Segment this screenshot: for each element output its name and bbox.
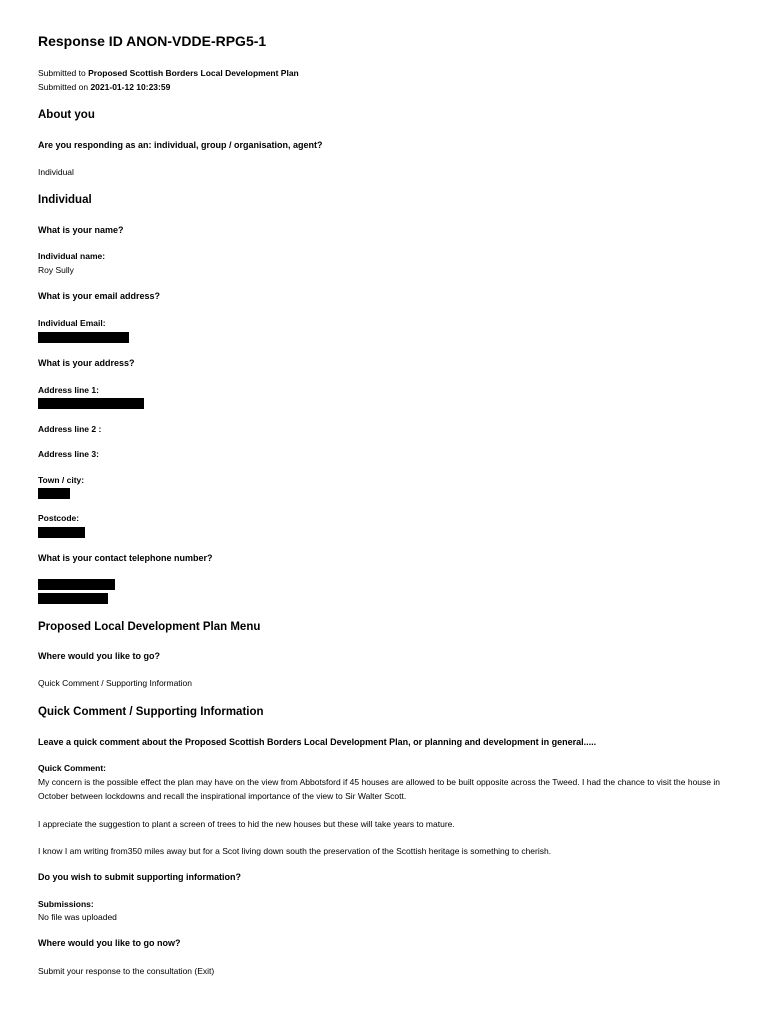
answer-where-to-go: Quick Comment / Supporting Information: [38, 678, 193, 688]
redacted-telephone-2: [38, 593, 108, 604]
comment-paragraph-2: I appreciate the suggestion to plant a screen of trees to hid the new houses but these will take years to mature.: [38, 819, 455, 829]
comment-paragraph-1: My concern is the possible effect the plan may have on the view from Abbotsford if 45 houses are allowed to be built opposite across the Tweed. I had the chance to visit the house in October between lockdowns and recall the inspirational importance of the view to Sir Walter Scott.: [38, 777, 720, 801]
answer-respondent-type: Individual: [38, 167, 74, 177]
question-telephone: What is your contact telephone number?: [38, 553, 213, 563]
submitted-to-line: [38, 68, 299, 78]
question-email: What is your email address?: [38, 291, 161, 301]
label-address-line-1: Address line 1:: [38, 385, 99, 395]
section-heading-individual: Individual: [38, 194, 92, 206]
section-heading-plan-menu: Proposed Local Development Plan Menu: [38, 621, 261, 633]
submitted-to-value: Proposed Scottish Borders Local Development Plan: [88, 68, 299, 78]
label-town-city: Town / city:: [38, 475, 85, 485]
redacted-town-city: [38, 488, 70, 499]
submitted-on-value: 2021-01-12 10:23:59: [90, 82, 171, 92]
label-address-line-2: Address line 2 :: [38, 424, 102, 434]
value-individual-name: Roy Sully: [38, 265, 74, 275]
question-supporting-information: Do you wish to submit supporting information?: [38, 872, 241, 882]
question-quick-comment: Leave a quick comment about the Proposed Scottish Borders Local Development Plan, or planning and development in general.....: [38, 737, 597, 747]
section-heading-about-you: About you: [38, 109, 95, 121]
value-submissions: No file was uploaded: [38, 912, 117, 922]
redacted-email: [38, 332, 129, 343]
redacted-address-line-1: [38, 398, 144, 409]
question-name: What is your name?: [38, 225, 124, 235]
label-postcode: Postcode:: [38, 513, 80, 523]
label-address-line-3: Address line 3:: [38, 449, 99, 459]
submitted-on-line: [38, 82, 170, 92]
label-individual-name: Individual name:: [38, 251, 106, 261]
question-where-to-go: Where would you like to go?: [38, 651, 161, 661]
submitted-to-prefix: Submitted to: [38, 68, 89, 78]
question-respondent-type: Are you responding as an: individual, group / organisation, agent?: [38, 140, 323, 150]
question-address: What is your address?: [38, 358, 135, 368]
label-quick-comment: Quick Comment:: [38, 763, 107, 773]
question-where-to-go-now: Where would you like to go now?: [38, 938, 181, 948]
submitted-on-prefix: Submitted on: [38, 82, 91, 92]
answer-where-to-go-now: Submit your response to the consultation (Exit): [38, 966, 215, 976]
comment-paragraph-3: I know I am writing from350 miles away but for a Scot living down south the preservation of the Scottish heritage is something to cherish.: [38, 846, 552, 856]
redacted-telephone-1: [38, 579, 115, 590]
section-heading-quick-comment: Quick Comment / Supporting Information: [38, 706, 264, 718]
label-submissions: Submissions:: [38, 899, 94, 909]
label-individual-email: Individual Email:: [38, 318, 106, 328]
redacted-postcode: [38, 527, 85, 538]
page-title: Response ID ANON-VDDE-RPG5-1: [38, 33, 267, 49]
